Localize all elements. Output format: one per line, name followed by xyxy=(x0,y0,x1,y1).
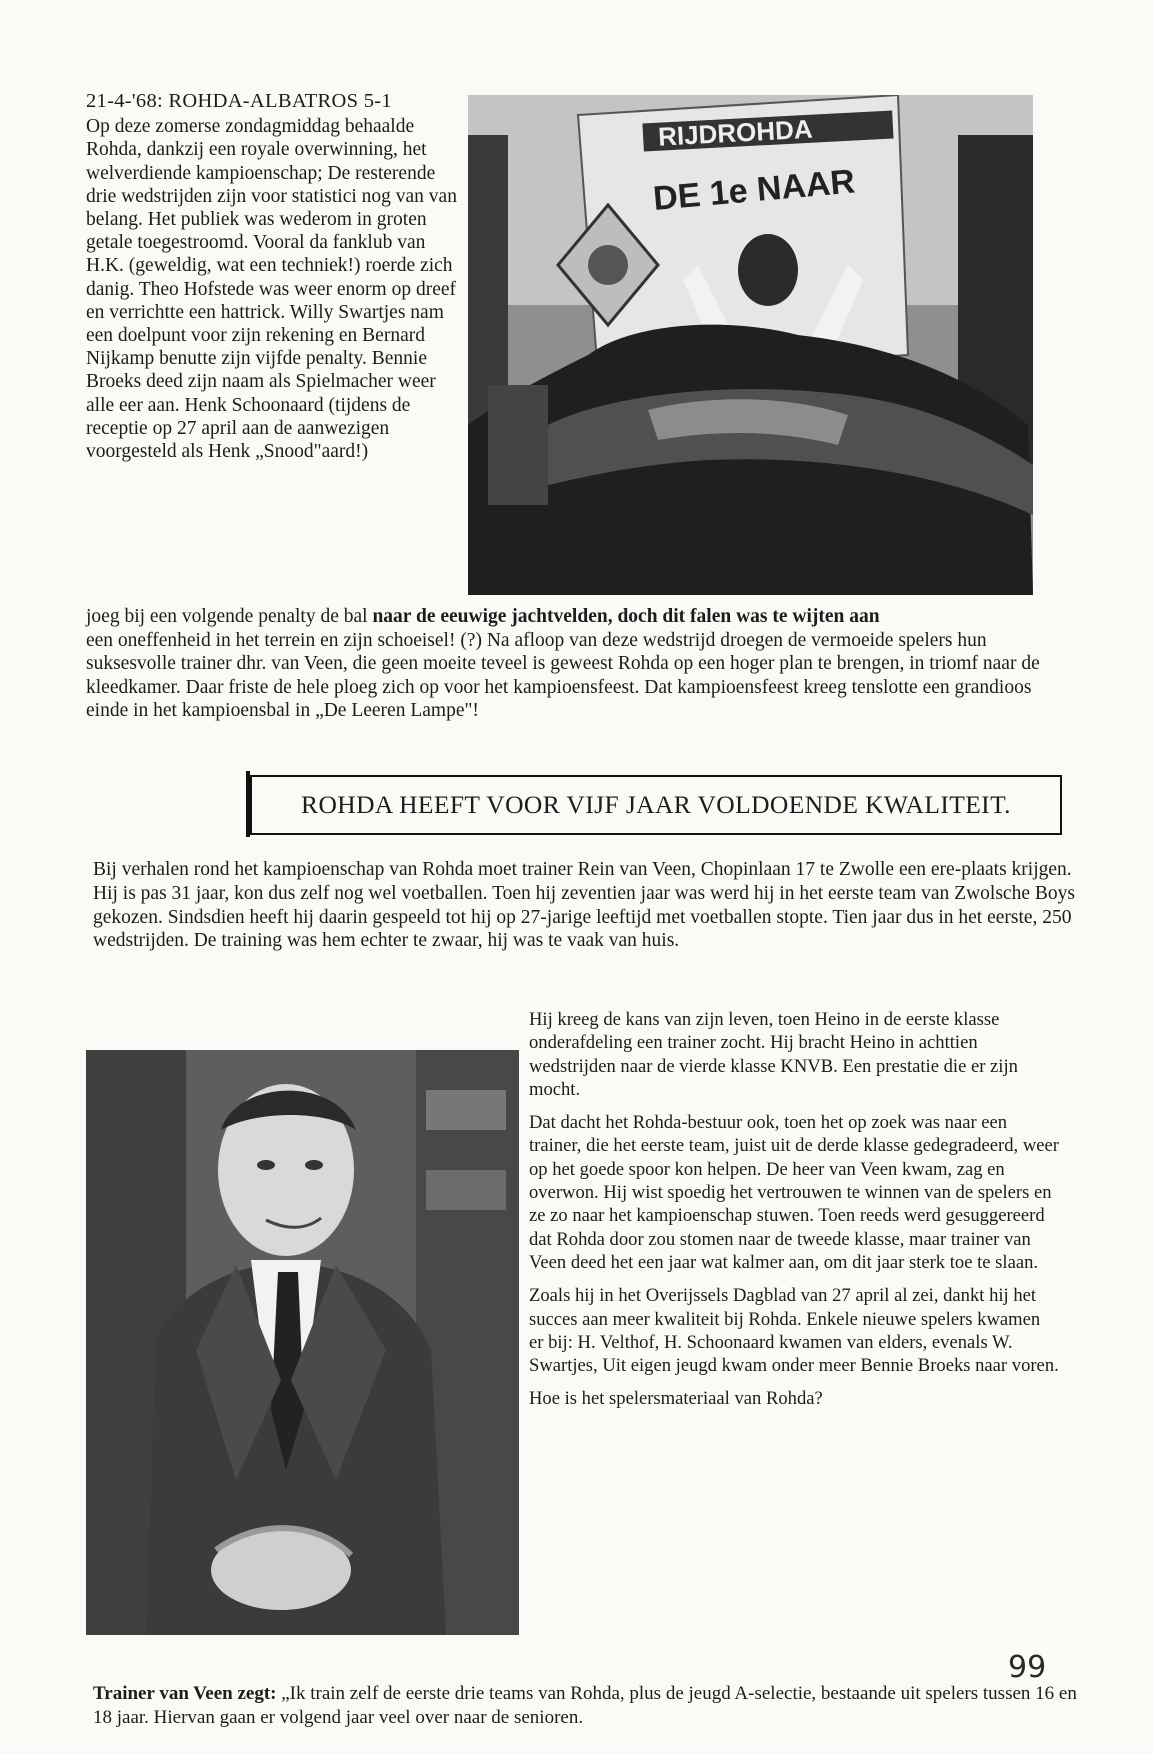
match-heading: 21-4-'68: ROHDA-ALBATROS 5-1 xyxy=(86,90,392,112)
celebration-photo xyxy=(468,95,1033,595)
trainer-quote xyxy=(93,1682,1078,1730)
page-number: 99 xyxy=(1008,1650,1047,1685)
article1-penalty-line xyxy=(86,605,1071,629)
celebration-photo-drawing xyxy=(468,95,1033,595)
penalty-line-start: joeg bij een volgende penalty de bal xyxy=(86,606,373,627)
article2-headline xyxy=(250,775,1062,835)
article1-continued-text: een oneffenheid in het terrein en zijn schoeisel! (?) Na afloop van deze wedstrijd droegen de vermoeide spelers hun suksesvolle trainer dhr. van Veen, die geen moeite teveel is geweest Rohda op een hoger plan te brengen, in triomf naar de kleedkamer. Daar friste de hele ploeg zich op voor het kampioensfeest. Dat kampioensfeest kreeg tenslotte een grandioos einde in het kampioensbal in „De Leeren Lampe"! xyxy=(86,629,1040,721)
trainer-quote-line xyxy=(93,1682,1078,1730)
trainer-portrait-photo xyxy=(86,1050,519,1635)
article2-paragraph: Hij kreeg de kans van zijn leven, toen Heino in de eerste klasse onderafdeling een trainer zocht. Hij bracht Heino in achttien wedstrijden naar de vierde klasse KNVB. Een prestatie die er zijn mocht. xyxy=(529,1009,1018,1100)
banner-text-1: RIJDROHDA xyxy=(657,113,814,152)
article2-paragraph: Hoe is het spelersmateriaal van Rohda? xyxy=(529,1388,823,1410)
quote-text: „Ik train zelf de eerste drie teams van Rohda, plus de jeugd A-selectie, bestaande uit spelers tussen 16 en 18 jaar. Hiervan gaan er volgend jaar veel over naar de senioren. xyxy=(93,1683,1077,1728)
article2-column xyxy=(529,1008,1059,1421)
article1-continued xyxy=(86,605,1071,723)
article2-intro-text: Bij verhalen rond het kampioenschap van Rohda moet trainer Rein van Veen, Chopinlaan 17 te Zwolle een ere-plaats krijgen. Hij is pas 31 jaar, kon dus zelf nog wel voetballen. Toen hij zeventien jaar was werd hij in het eerste team van Zwolsche Boys gekozen. Sindsdien heeft hij daarin gespeeld tot hij op 27-jarige leeftijd met voetballen stopte. Tien jaar dus in het eerste, 250 wedstrijden. De training was hem echter te zwaar, hij was te vaak van huis. xyxy=(93,859,1075,952)
article1-column xyxy=(86,90,466,463)
penalty-line-bold: naar de eeuwige jachtvelden, doch dit falen was te wijten aan xyxy=(372,606,880,627)
headline-text: ROHDA HEEFT VOOR VIJF JAAR VOLDOENDE KWALITEIT. xyxy=(301,790,1011,819)
banner-text-2: DE 1e NAAR xyxy=(651,162,857,218)
quote-label: Trainer van Veen zegt: xyxy=(93,1683,277,1704)
article2-intro xyxy=(93,858,1083,953)
article2-paragraph: Zoals hij in het Overijssels Dagblad van 27 april al zei, dankt hij het succes aan meer kwaliteit bij Rohda. Enkele nieuwe spelers kwamen er bij: H. Velthof, H. Schoonaard kwamen van elders, evenals W. Swartjes, Uit eigen jeugd kwam onder meer Bennie Broeks naar voren. xyxy=(529,1285,1059,1377)
article2-paragraph: Dat dacht het Rohda-bestuur ook, toen het op zoek was naar een trainer, die het eerste team, juist uit de derde klasse gedegradeerd, weer op het goede spoor kon helpen. De heer van Veen kwam, zag en overwon. Hij wist spoedig het vertrouwen te winnen van de spelers en ze zo naar het kampioenschap stuwen. Toen reeds werd gesuggereerd dat Rohda door zou stomen naar de tweede klasse, maar trainer van Veen deed het een jaar wat kalmer aan, om dit jaar sterk toe te slaan. xyxy=(529,1112,1059,1273)
article1-column-text: Op deze zomerse zondagmiddag behaalde Rohda, dankzij een royale overwinning, het welverdiende kampioenschap; De resterende drie wedstrijden zijn voor statistici nog van van belang. Het publiek was wederom in groten getale toegestroomd. Vooral da fanklub van H.K. (geweldig, wat een techniek!) roerde zich danig. Theo Hofstede was weer enorm op dreef en verrichtte een hattrick. Willy Swartjes nam een doelpunt voor zijn rekening en Bernard Nijkamp benutte zijn vijfde penalty. Bennie Broeks deed zijn naam als Spielmacher weer alle eer aan. Henk Schoonaard (tijdens de receptie op 27 april aan de aanwezigen voorgesteld als Henk „Snood"aard!) xyxy=(86,116,457,463)
trainer-portrait-drawing xyxy=(86,1050,519,1635)
